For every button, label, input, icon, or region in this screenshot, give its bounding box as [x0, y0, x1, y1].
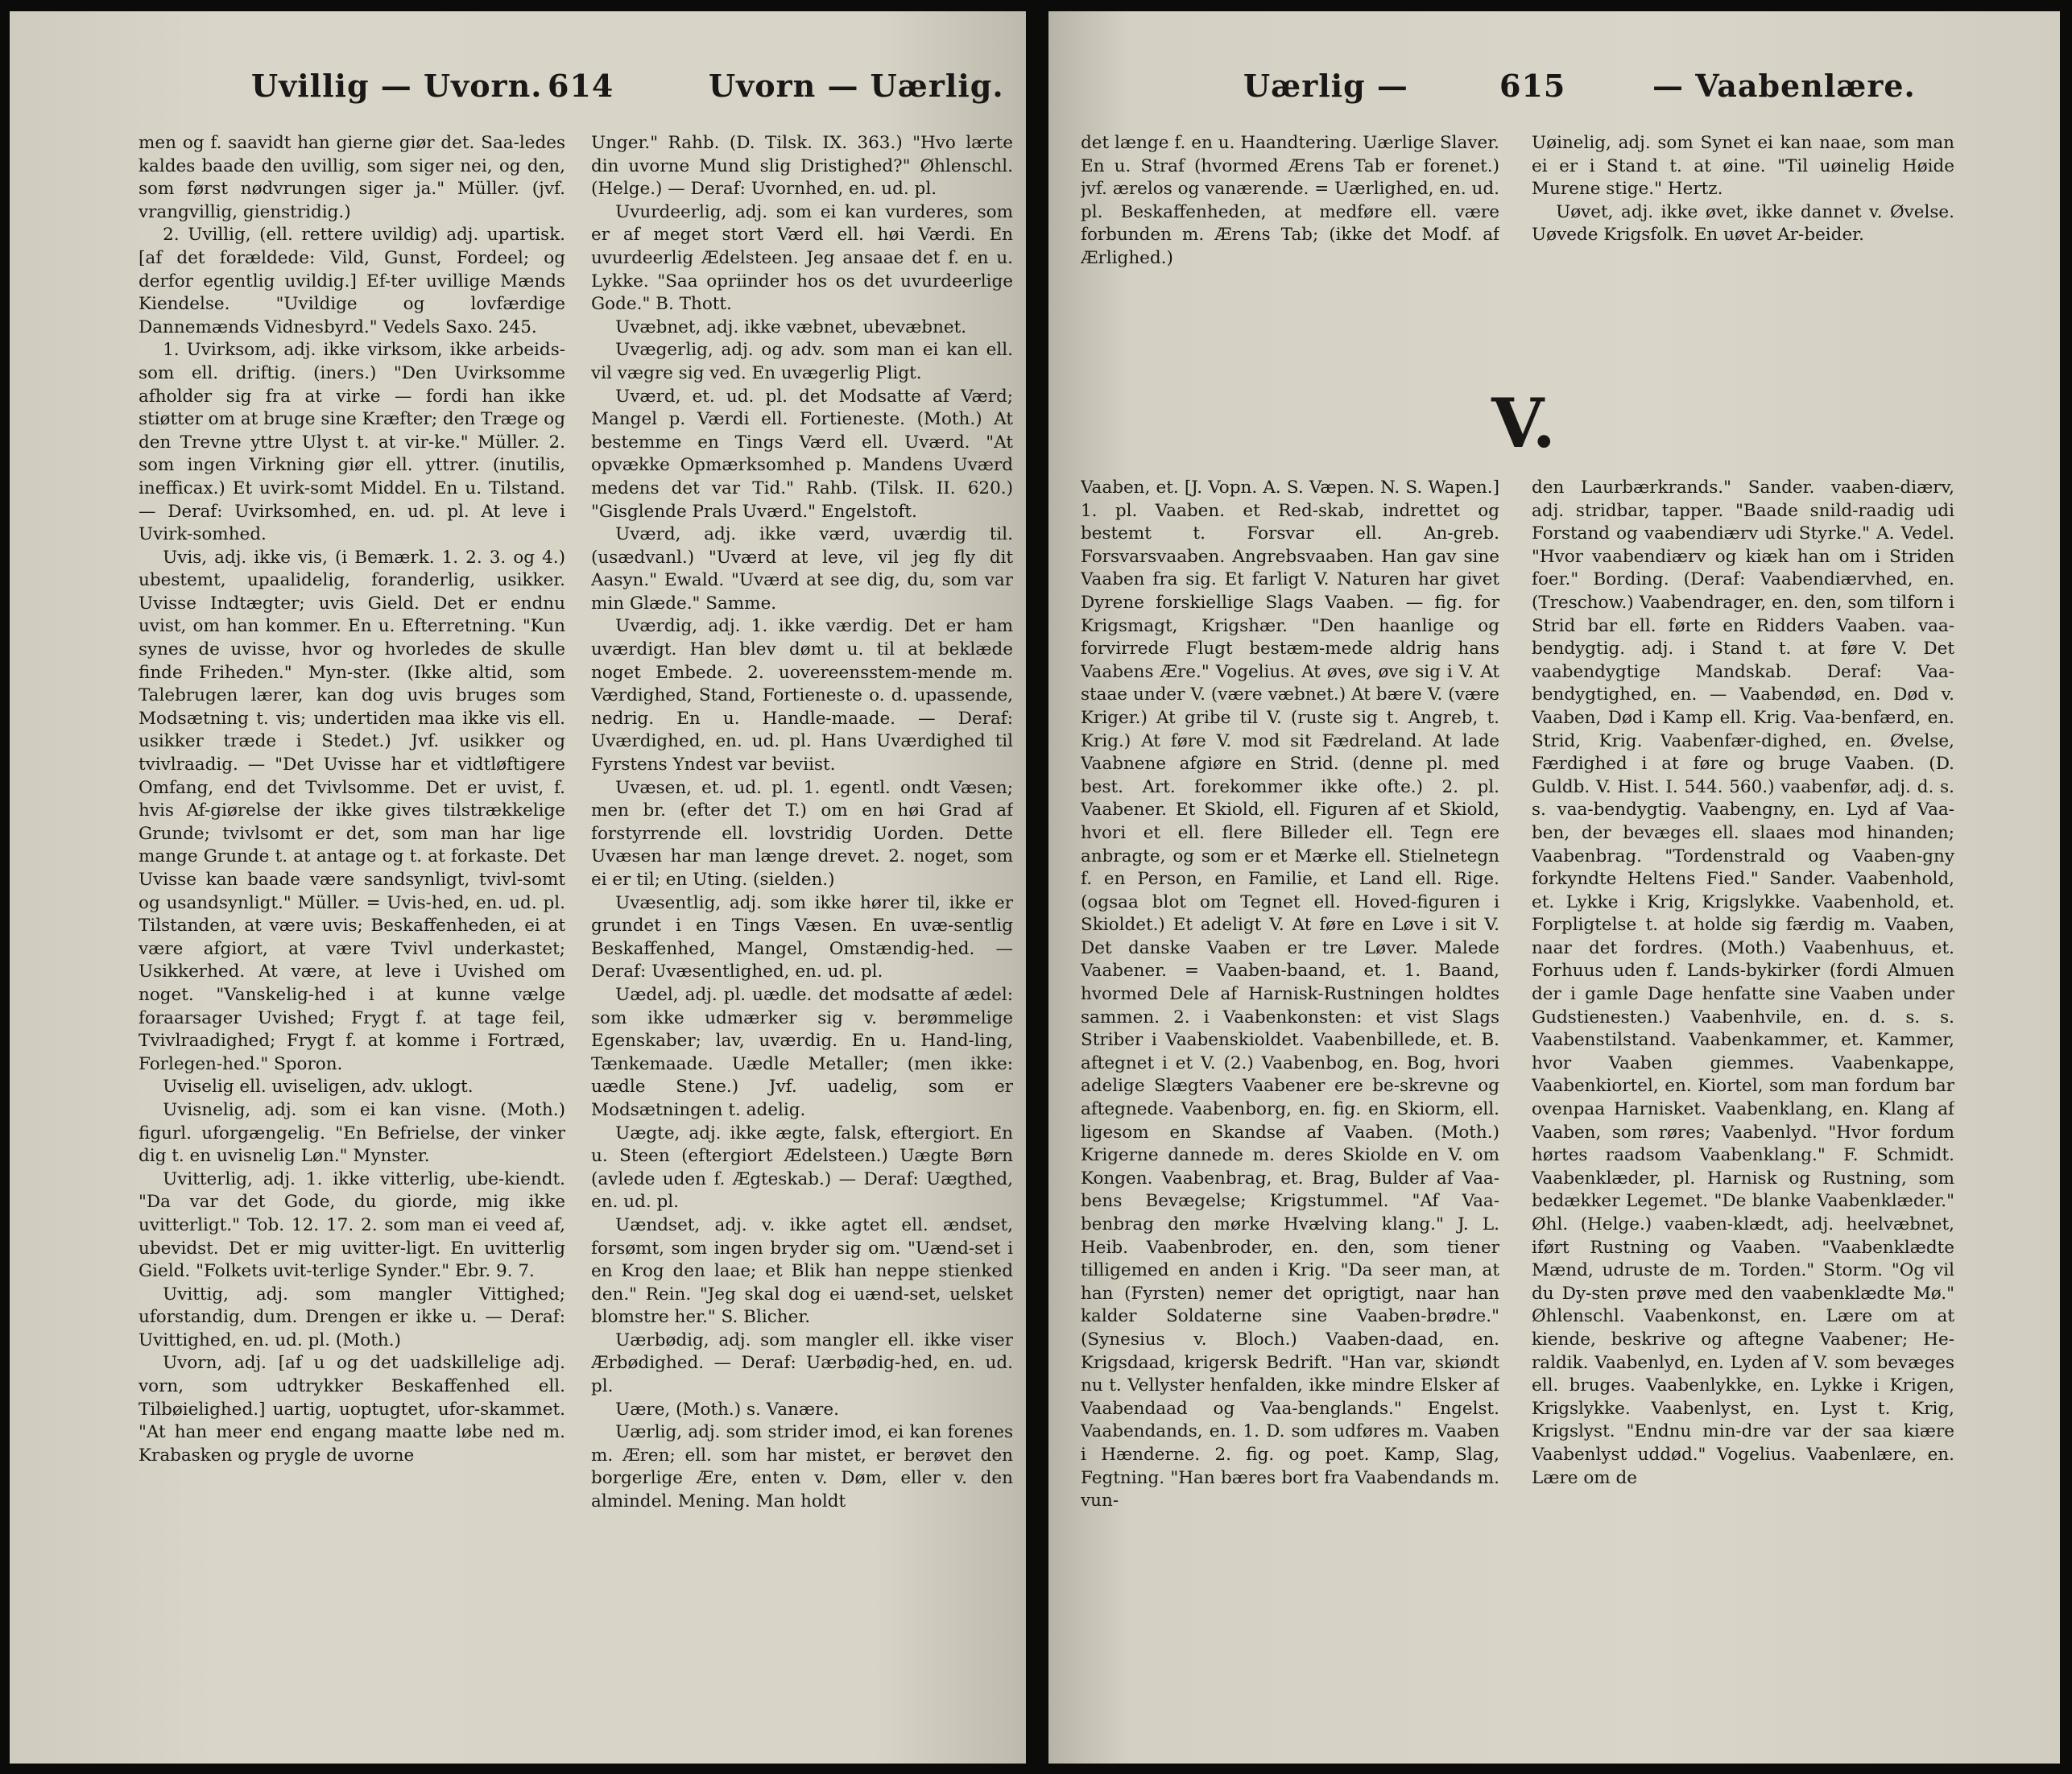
entry-text: Uændset, adj. v. ikke agtet ell. ændset, forsømt, som ingen bryder sig om. "Uænd-set i en Krog den laae; et Blik han neppe stienked den." Rein. "Jeg skal dog ei uænd-set, uelsket blomstre her." S. Blicher.	[591, 1214, 1013, 1328]
right-column-2-top	[1532, 132, 1954, 293]
entry-text: Uvittig, adj. som mangler Vittighed; uforstandig, dum. Drengen er ikke u. — Deraf: Uvittighed, en. ud. pl. (Moth.)	[139, 1284, 565, 1350]
entry-text: Uvisnelig, adj. som ei kan visne. (Moth.) figurl. uforgængelig. "En Befrielse, der vinker dig t. en uvisnelig Løn." Mynster.	[139, 1099, 565, 1167]
entry-text: Unger." Rahb. (D. Tilsk. IX. 363.) "Hvo lærte din uvorne Mund slig Dristighed?" Øhlenschl. (Helge.) — Deraf: Uvornhed, en. ud. pl.	[591, 133, 1013, 200]
left-column-2	[591, 132, 1013, 1731]
entry-text: Uvæsentlig, adj. som ikke hører til, ikke er grundet i en Tings Væsen. En uvæ-sentlig Beskaffenhed, Mangel, Omstændig-hed. — Deraf: Uvæsentlighed, en. ud. pl.	[591, 892, 1013, 982]
entry-text: Uvægerlig, adj. og adv. som man ei kan ell. vil vægre sig ved. En uvægerlig Pligt.	[591, 340, 1013, 383]
entry-text: Uære, (Moth.) s. Vanære.	[615, 1399, 839, 1420]
entry-text: Uærbødig, adj. som mangler ell. ikke viser Ærbødighed. — Deraf: Uærbødig-hed, en. ud. pl.	[591, 1329, 1013, 1397]
entry-text: Uvæbnet, adj. ikke væbnet, ubevæbnet.	[615, 316, 967, 337]
right-page-number: 615	[1499, 68, 1566, 104]
entry-text: 2. Uvillig, (ell. rettere uvildig) adj. upartisk. [af det forældede: Vild, Gunst, Fordeel; og derfor egentlig uvildig.] Ef-ter uvillige Mænds Kiendelse. "Uvildige og lovfærdige Dannemænds Vidnesbyrd." Vedels Saxo. 245.	[139, 225, 565, 337]
entry-text: Uægte, adj. ikke ægte, falsk, eftergiort. En u. Steen (eftergiort Ædelsteen.) Uægte Børn (avlede uden f. Ægteskab.) — Deraf: Uægthed, en. ud. pl.	[591, 1123, 1013, 1213]
entry-text: Uøvet, adj. ikke øvet, ikke dannet v. Øvelse. Uøvede Krigsfolk. En uøvet Ar-beider.	[1532, 201, 1954, 246]
entry-text: Uvis, adj. ikke vis, (i Bemærk. 1. 2. 3. og 4.) ubestemt, upaalidelig, foranderlig, usikker. Uvisse Indtægter; uvis Gield. Det er endnu uvist, om han kommer. En u. Efterretning. "Kun synes de uvisse, hvor og hvorledes de skulle finde Friheden." Myn-ster. (Ikke altid, som Talebrugen lærer, kan dog uvis bruges som Modsætning t. vis; undertiden maa ikke vis ell. usikker træde i Stedet.) Jvf. usikker og tvivlraadig. — "Det Uvisse har et vidtløftigere Omfang, end det Tvivlsomme. Det er uvist, f. hvis Af-giørelse der ikke gives tilstrækkelige Grunde; tvivlsomt er det, som man har lige mange Grunde t. at antage og t. at forkaste. Det Uvisse kan baade være sandsynligt, tvivl-somt og usandsynligt." Müller. = Uvis-hed, en. ud. pl. Tilstanden, at være uvis; Beskaffenheden, ei at være afgiort, at være Tvivl underkastet; Usikkerhed. At være, at leve i Uvished om noget. "Vanskelig-hed i at kunne vælge foraarsager Uvished; Frygt f. at tage feil, Tvivlraadighed; Frygt f. at komme i Fortræd, Forlegen-hed." Sporon.	[139, 547, 565, 1074]
entry-text: Uvurdeerlig, adj. som ei kan vurderes, som er af meget stort Værd ell. høi Værdi. En uvurdeerlig Ædelsteen. Jeg ansaae det f. en u. Lykke. "Saa opriinder hos os det uvurdeerlige Gode." B. Thott.	[591, 201, 1013, 315]
entry-text: men og f. saavidt han gierne giør det. Saa-ledes kaldes baade den uvillig, som siger nei, og den, som først nødvrungen siger ja." Müller. (jvf. vrangvillig, gienstridig.)	[139, 133, 565, 222]
entry-text: Uærlig, adj. som strider imod, ei kan forenes m. Æren; ell. som har mistet, er berøvet den borgerlige Ære, enten v. Døm, eller v. den almindel. Mening. Man holdt	[591, 1422, 1013, 1512]
right-column-2	[1532, 477, 1954, 1731]
entry-text: Uvæsen, et. ud. pl. 1. egentl. ondt Væsen; men br. (efter det T.) om en høi Grad af forstyrrende ell. lovstridig Uorden. Dette Uvæsen har man længe drevet. 2. noget, som ei er til; en Uting. (sielden.)	[591, 777, 1013, 890]
entry-text: Uværdig, adj. 1. ikke værdig. Det er ham uværdigt. Han blev dømt u. til at beklæde noget Embede. 2. uovereensstem-mende m. Værdighed, Stand, Fortieneste o. d. upassende, nedrig. En u. Handle-maade. — Deraf: Uværdighed, en. ud. pl. Hans Uværdighed til Fyrstens Yndest var beviist.	[591, 616, 1013, 775]
left-page-header	[10, 68, 1026, 124]
entry-text: Uværd, et. ud. pl. det Modsatte af Værd; Mangel p. Værdi ell. Fortieneste. (Moth.) At bestemme en Tings Værd ell. Uværd. "At opvække Opmærksomhed p. Mandens Uværd medens det var Tid." Rahb. (Tilsk. II. 620.) "Gisglende Prals Uværd." Engelstoft.	[591, 386, 1013, 522]
right-header-guideword-right: — Vaabenlære.	[1652, 68, 1916, 104]
left-header-guideword-left: Uvillig — Uvorn.	[251, 68, 543, 104]
entry-text: Uviselig ell. uviseligen, adv. uklogt.	[163, 1077, 474, 1098]
right-page-header	[1048, 68, 2060, 124]
left-column-1	[139, 132, 565, 1731]
left-page-number: 614	[548, 68, 614, 104]
left-header-guideword-right: Uvorn — Uærlig.	[709, 68, 1004, 104]
entry-text: Uvorn, adj. [af u og det uadskillelige adj. vorn, som udtrykker Beskaffenhed ell. Tilbøielighed.] uartig, uoptugtet, ufor-skammet. "At han meer end engang maatte løbe ned m. Krabasken og prygle de uvorne	[139, 1353, 565, 1466]
right-header-guideword-left: Uærlig —	[1243, 68, 1408, 104]
entry-text: den Laurbærkrands." Sander. vaaben-diærv, adj. stridbar, tapper. "Baade snild-raadig udi Forstand og vaabendiærv udi Styrke." A. Vedel. "Hvor vaabendiærv og kiæk han om i Striden foer." Bording. (Deraf: Vaabendiærvhed, en. (Treschow.) Vaabendrager, en. den, som tilforn i Strid bar ell. førte en Ridders Vaaben. vaa-bendygtig. adj. i Stand t. at føre V. Det vaabendygtige Mandskab. Deraf: Vaa-bendygtighed, en. — Vaabendød, en. Død v. Vaaben, Død i Kamp ell. Krig. Vaa-benfærd, en. Strid, Krig. Vaabenfær-dighed, en. Øvelse, Færdighed i at føre og bruge Vaaben. (D. Guldb. V. Hist. I. 544. 560.) vaabenfør, adj. d. s. s. vaa-bendygtig. Vaabengny, en. Lyd af Vaa-ben, der bevæges ell. slaaes mod hinanden; Vaabenbrag. "Tordenstrald og Vaaben-gny forkyndte Heltens Fied." Sander. Vaabenhold, et. Lykke i Krig, Krigslykke. Vaabenhold, et. Forpligtelse t. at holde sig færdig m. Vaaben, naar det fordres. (Moth.) Vaabenhuus, et. Forhuus uden f. Lands-bykirker (fordi Almuen der i gamle Dage henfatte sine Vaaben under Gudstienesten.) Vaabenhvile, en. d. s. s. Vaabenstilstand. Vaabenkammer, et. Kammer, hvor Vaaben giemmes. Vaabenkappe, Vaabenkiortel, en. Kiortel, som man fordum bar ovenpaa Harnisket. Vaabenklang, en. Klang af Vaaben, som røres; Vaabenlyd. "Hvor fordum hørtes raadsom Vaabenklang." F. Schmidt. Vaabenklæder, pl. Harnisk og Rustning, som bedækker Legemet. "De blanke Vaabenklæder." Øhl. (Helge.) vaaben-klædt, adj. heelvæbnet, iført Rustning og Vaaben. "Vaabenklædte Mænd, udruste de m. Torden." Storm. "Og vil du Dy-sten prøve med den vaabenklædte Mø." Øhlenschl. Vaabenkonst, en. Lære om at kiende, beskrive og aftegne Vaabener; He-raldik. Vaabenlyd, en. Lyden af V. som bevæges ell. bruges. Vaabenlykke, en. Lykke i Krigen, Krigslykke. Vaabenlyst, en. Lyst t. Krig, Krigslyst. "Endnu min-dre var der saa kiære Vaabenlyst uddød." Vogelius. Vaabenlære, en. Lære om de	[1532, 478, 1954, 1488]
left-page	[10, 11, 1026, 1764]
entry-text: Vaaben, et. [J. Vopn. A. S. Væpen. N. S. Wapen.] 1. pl. Vaaben. et Red-skab, indrettet og bestemt t. Forsvar ell. An-greb. Forsvarsvaaben. Angrebsvaaben. Han gav sine Vaaben fra sig. Et farligt V. Naturen har givet Dyrene forskiellige Slags Vaaben. — fig. for Krigsmagt, Krigshær. "Den haanlige og forvirrede Flugt bestæm-mede aldrig hans Vaabens Ære." Vogelius. At øves, øve sig i V. At staae under V. (være væbnet.) At bære V. (være Kriger.) At gribe til V. (ruste sig t. Angreb, t. Krig.) At føre V. mod sit Fædreland. At lade Vaabnene afgiøre en Strid. (denne pl. med best. Art. forekommer ikke ofte.) 2. pl. Vaabener. Et Skiold, ell. Figuren af et Skiold, hvori et ell. flere Billeder ell. Tegn ere anbragte, og som er et Mærke ell. Stielnetegn f. en Person, en Familie, et Land ell. Rige. (ogsaa blot om Tegnet ell. Hoved-figuren i Skioldet.) Et adeligt V. At føre en Løve i sit V. Det danske Vaaben er tre Løver. Malede Vaabener. = Vaaben-baand, et. 1. Baand, hvormed Dele af Harnisk-Rustningen holdtes sammen. 2. i Vaabenkonsten: et vist Slags Striber i Vaabenskioldet. Vaabenbillede, et. B. aftegnet i et V. (2.) Vaabenbog, en. Bog, hvori adelige Slægters Vaabener ere be-skrevne og aftegnede. Vaabenborg, en. fig. en Skiorm, ell. ligesom en Skandse af Vaaben. (Moth.) Krigerne dannede m. deres Skiolde en V. om Kongen. Vaabenbrag, et. Brag, Bulder af Vaa-bens Bevægelse; Krigstummel. "Af Vaa-benbrag den mørke Hvælving klang." J. L. Heib. Vaabenbroder, en. den, som tiener tilligemed en anden i Krig. "Da seer man, at han (Fyrsten) nemer det oprigtigt, naar han kalder Soldaterne sine Vaaben-brødre." (Synesius v. Bloch.) Vaaben-daad, en. Krigsdaad, krigersk Bedrift. "Han var, skiøndt nu t. Vellyster henfalden, ikke mindre Elsker af Vaabendaad og Vaa-benglands." Engelst. Vaabendands, en. 1. D. som udføres m. Vaaben i Hænderne. 2. fig. og poet. Kamp, Slag, Fegtning. "Han bæres bort fra Vaabendands m. vun-	[1081, 478, 1499, 1511]
entry-text: 1. Uvirksom, adj. ikke virksom, ikke arbeids-som ell. driftig. (iners.) "Den Uvirksomme afholder sig fra at virke — fordi han ikke stiøtter om at bruge sine Kræfter; den Træge og den Trevne yttre Ulyst t. at vir-ke." Müller. 2. som ingen Virkning giør ell. yttrer. (inutilis, inefficax.) Et uvirk-somt Middel. En u. Tilstand. — Deraf: Uvirksomhed, en. ud. pl. At leve i Uvirk-somhed.	[139, 340, 565, 545]
entry-text: Uværd, adj. ikke værd, uværdig til. (usædvanl.) "Uværd at leve, vil jeg fly dit Aasyn." Ewald. "Uværd at see dig, du, som var min Glæde." Samme.	[591, 524, 1013, 614]
entry-text: Uøinelig, adj. som Synet ei kan naae, som man ei er i Stand t. at øine. "Til uøinelig Høide Murene stige." Hertz.	[1532, 133, 1954, 200]
entry-text: det længe f. en u. Haandtering. Uærlige Slaver. En u. Straf (hvormed Ærens Tab er forenet.) jvf. ærelos og vanærende. = Uærlighed, en. ud. pl. Beskaffenheden, at medføre ell. være forbunden m. Ærens Tab; (ikke det Modf. af Ærlighed.)	[1081, 133, 1499, 268]
right-column-1-top	[1081, 132, 1499, 293]
entry-text: Uvitterlig, adj. 1. ikke vitterlig, ube-kiendt. "Da var det Gode, du giorde, mig ikke uvitterligt." Tob. 12. 17. 2. som man ei veed af, ubevidst. Det er mig uvitter-ligt. En uvitterlig Gield. "Folkets uvit-terlige Synder." Ebr. 9. 7.	[139, 1168, 565, 1282]
section-letter-heading: V.	[1491, 383, 1556, 463]
entry-text: Uædel, adj. pl. uædle. det modsatte af ædel: som ikke udmærker sig v. berømmelige Egenskaber; lav, uværdig. En u. Hand-ling, Tænkemaade. Uædle Metaller; (men ikke: uædle Stene.) Jvf. uadelig, som er Modsætningen t. adelig.	[591, 984, 1013, 1120]
right-column-1	[1081, 477, 1499, 1731]
right-page	[1048, 11, 2060, 1764]
